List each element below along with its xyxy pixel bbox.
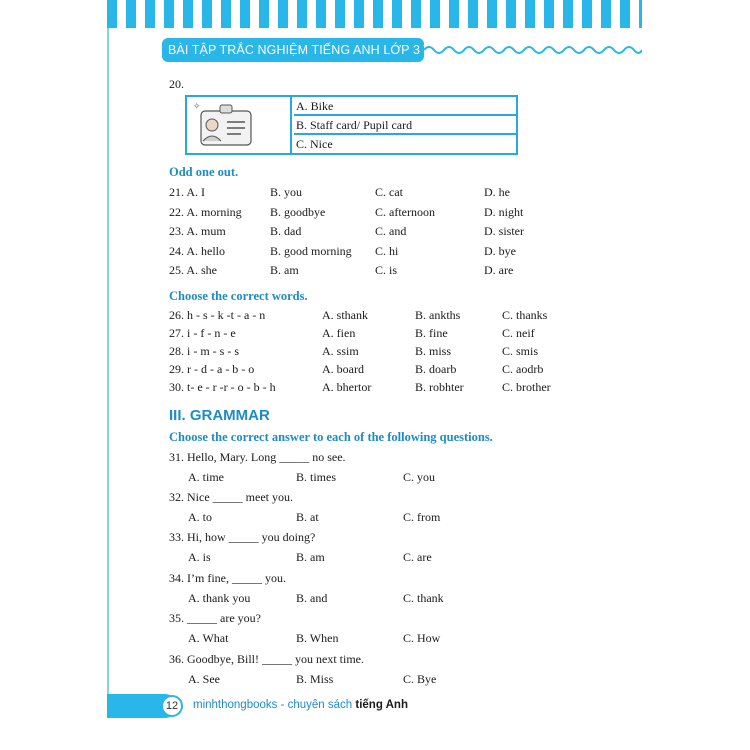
question-26: 26. h - s - k -t - a - n <box>169 308 266 322</box>
question-35-option-a: A. What <box>188 631 229 645</box>
odd-one-out-heading: Odd one out. <box>169 165 239 179</box>
question-26-option-c: C. thanks <box>502 308 548 322</box>
question-29-option-a: A. board <box>322 362 364 376</box>
footer-brand-prefix: minhthongbooks - chuyên sách <box>193 699 356 711</box>
question-36-option-b: B. Miss <box>296 672 334 686</box>
question-23-option-d: D. sister <box>484 224 524 238</box>
question-25-option-c: C. is <box>375 263 398 277</box>
wave-decoration <box>424 40 642 60</box>
question-34-option-c: C. thank <box>403 591 444 605</box>
question-20-option-a: A. Bike <box>294 97 516 116</box>
question-20-option-b: B. Staff card/ Pupil card <box>294 116 516 135</box>
question-34: 34. I’m fine, _____ you. <box>169 571 286 585</box>
question-25-option-b: B. am <box>270 263 299 277</box>
question-32: 32. Nice _____ meet you. <box>169 490 293 504</box>
question-31-option-b: B. times <box>296 470 337 484</box>
question-24-option-c: C. hi <box>375 244 399 258</box>
question-33-option-a: A. is <box>188 550 211 564</box>
question-27-option-b: B. fine <box>415 326 448 340</box>
question-23: 23. A. mum <box>169 224 226 238</box>
question-20-option-c: C. Nice <box>296 137 333 151</box>
question-27-option-c: C. neif <box>502 326 535 340</box>
question-35-option-c: C. How <box>403 631 441 645</box>
question-33: 33. Hi, how _____ you doing? <box>169 530 316 544</box>
question-32-option-a: A. to <box>188 510 212 524</box>
question-33-option-c: C. are <box>403 550 432 564</box>
question-30-option-b: B. robhter <box>415 380 464 394</box>
question-28-option-a: A. ssim <box>322 344 359 358</box>
question-29: 29. r - d - a - b - o <box>169 362 255 376</box>
question-20-table <box>185 95 518 155</box>
question-22-option-d: D. night <box>484 205 524 219</box>
question-21-option-c: C. cat <box>375 185 403 199</box>
id-card-icon <box>187 97 292 153</box>
question-number-20: 20. <box>169 77 184 91</box>
question-32-option-b: B. at <box>296 510 319 524</box>
question-27-option-a: A. fien <box>322 326 356 340</box>
question-31: 31. Hello, Mary. Long _____ no see. <box>169 450 346 464</box>
question-35-option-b: B. When <box>296 631 339 645</box>
question-28-option-c: C. smis <box>502 344 539 358</box>
question-26-option-b: B. ankths <box>415 308 461 322</box>
grammar-section-title: III. GRAMMAR <box>169 407 270 424</box>
left-margin-rule <box>107 28 109 718</box>
svg-text:✧: ✧ <box>193 101 201 111</box>
question-22: 22. A. morning <box>169 205 242 219</box>
question-28-option-b: B. miss <box>415 344 452 358</box>
question-31-option-a: A. time <box>188 470 224 484</box>
question-21: 21. A. I <box>169 185 205 199</box>
question-32-option-c: C. from <box>403 510 441 524</box>
question-30-option-c: C. brother <box>502 380 551 394</box>
question-23-option-c: C. and <box>375 224 407 238</box>
footer-brand <box>193 699 408 711</box>
grammar-instruction: Choose the correct answer to each of the following questions. <box>169 430 493 444</box>
question-33-option-b: B. am <box>296 550 325 564</box>
page-banner-title: BÀI TẬP TRẮC NGHIỆM TIẾNG ANH LỚP 3 TẬP 1 <box>162 38 424 62</box>
question-29-option-c: C. aodrb <box>502 362 544 376</box>
question-22-option-b: B. goodbye <box>270 205 326 219</box>
question-34-option-b: B. and <box>296 591 328 605</box>
question-35: 35. _____ are you? <box>169 611 261 625</box>
question-25-option-d: D. are <box>484 263 514 277</box>
question-30-option-a: A. bhertor <box>322 380 372 394</box>
question-26-option-a: A. sthank <box>322 308 368 322</box>
question-36: 36. Goodbye, Bill! _____ you next time. <box>169 652 364 666</box>
question-30: 30. t- e - r -r - o - b - h <box>169 380 276 394</box>
question-27: 27. i - f - n - e <box>169 326 236 340</box>
question-23-option-b: B. dad <box>270 224 302 238</box>
question-24-option-b: B. good morning <box>270 244 352 258</box>
top-stripe-decoration <box>107 0 642 28</box>
question-31-option-c: C. you <box>403 470 436 484</box>
question-24-option-d: D. bye <box>484 244 516 258</box>
question-22-option-c: C. afternoon <box>375 205 435 219</box>
question-25: 25. A. she <box>169 263 217 277</box>
page-number: 12 <box>161 695 183 717</box>
question-34-option-a: A. thank you <box>188 591 251 605</box>
correct-words-heading: Choose the correct words. <box>169 289 308 303</box>
question-36-option-c: C. Bye <box>403 672 437 686</box>
question-21-option-b: B. you <box>270 185 303 199</box>
question-29-option-b: B. doarb <box>415 362 457 376</box>
footer-brand-bold: tiếng Anh <box>355 699 408 711</box>
question-24: 24. A. hello <box>169 244 225 258</box>
question-21-option-d: D. he <box>484 185 510 199</box>
question-28: 28. i - m - s - s <box>169 344 239 358</box>
question-36-option-a: A. See <box>188 672 220 686</box>
